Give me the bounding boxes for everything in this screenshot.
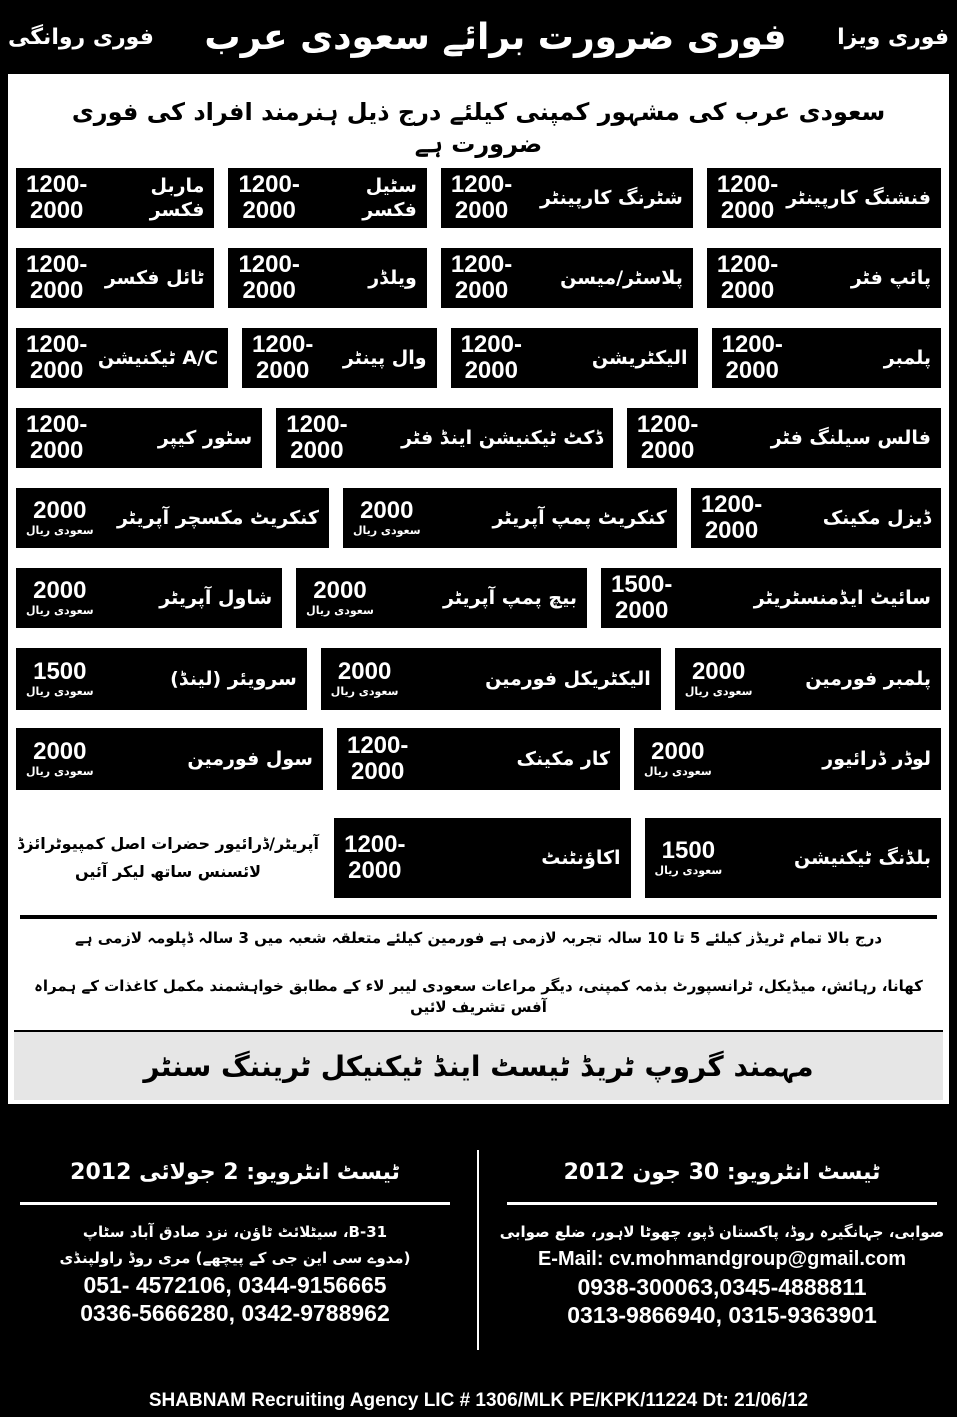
phone-line: 0938-300063,0345-4888811 [577, 1274, 867, 1300]
job-box [16, 248, 214, 308]
currency-label: سعودی ریال [654, 864, 723, 877]
salary: 2000 [720, 197, 775, 224]
salary: 1200- [346, 732, 409, 759]
salary: 2000 [360, 497, 414, 524]
header-left-text: فوری روانگی [8, 24, 154, 50]
benefits-text: کھانا، رہائش، میڈیکل، ٹرانسپورٹ بذمہ کمپنی، دیگر مراعات سعودی لیبر لاء کے مطابق خواہشمند مکمل کاغذات کے ہمراہ آفس تشریف لائیں [34, 977, 923, 1016]
job-title: پلمبر [883, 347, 931, 369]
job-row [16, 818, 941, 898]
salary: 2000 [30, 277, 84, 304]
job-box [16, 328, 228, 388]
group-name-banner [14, 1030, 943, 1100]
salary: 1200- [238, 171, 300, 198]
job-box [691, 488, 941, 548]
address: صوابی، جہانگیرہ روڈ، پاکستان ڈپو، چھوٹا لاہور، ضلع صوابی [499, 1223, 945, 1241]
job-box [296, 568, 587, 628]
salary: 1200- [252, 331, 314, 358]
job-title: ماربل فکسر [149, 175, 205, 221]
job-box [627, 408, 941, 468]
address: (مدوے سی این جی کے پیچھے) مری روڈ راولپنڈی [59, 1249, 411, 1267]
job-box [343, 488, 677, 548]
salary: 1200- [344, 831, 406, 858]
intro-text: سعودی عرب کی مشہور کمپنی کیلئے درج ذیل ہنرمند افراد کی فوری ضرورت ہے [71, 98, 886, 158]
job-box [451, 328, 698, 388]
salary-block [26, 578, 94, 618]
salary: 1200- [26, 331, 88, 358]
salary: 2000 [350, 758, 405, 785]
salary-block [722, 332, 783, 384]
operator-note: آپریٹر/ڈرائیور حضرات اصل کمپیوٹرائزڈ لائسنس ساتھ لیکر آئیں [17, 834, 319, 881]
job-title: فالس سیلنگ فٹر [770, 427, 931, 449]
salary-block [451, 172, 512, 224]
job-row [16, 328, 941, 388]
group-name: مہمند گروپ ٹریڈ ٹیسٹ اینڈ ٹیکنیکل ٹریننگ سنٹر [143, 1049, 814, 1083]
currency-label: سعودی ریال [684, 685, 753, 698]
salary: 1200- [700, 491, 763, 518]
salary: 2000 [640, 437, 695, 464]
job-title: سرویئر (لینڈ) [170, 668, 297, 690]
job-title: فنشنگ کارپینٹر [786, 187, 931, 209]
job-box [334, 818, 630, 898]
salary-block [701, 492, 762, 544]
salary: 2000 [337, 658, 392, 685]
salary: 2000 [30, 357, 84, 384]
salary: 1200- [238, 251, 300, 278]
job-box [645, 818, 941, 898]
job-row [16, 728, 941, 790]
salary-block [717, 252, 778, 304]
salary-block [451, 252, 512, 304]
job-title: ڈیزل مکینک [822, 507, 931, 529]
agency-license: SHABNAM Recruiting Agency LIC # 1306/MLK PE/KPK/11224 Dt: 21/06/12 [148, 1390, 809, 1411]
job-title: A/C ٹیکنیشن [97, 347, 219, 369]
job-box [228, 248, 426, 308]
job-title: شٹرنگ کارپینٹر [540, 187, 683, 209]
job-row [16, 648, 941, 710]
job-title: پائپ فٹر [850, 267, 931, 289]
contact-rawalpindi [0, 1150, 470, 1380]
job-title: شاول آپریٹر [159, 587, 273, 609]
salary: 1200- [26, 171, 88, 198]
address: B-31، سیٹلائٹ ٹاؤن، نزد صادق آباد سٹاپ [82, 1223, 388, 1241]
job-title: ٹائل فکسر [104, 267, 205, 289]
salary: 2000 [30, 437, 84, 464]
salary: 1200- [26, 411, 88, 438]
salary-block [26, 412, 87, 464]
job-title: وال پینٹر [342, 347, 427, 369]
salary-block [347, 733, 408, 785]
salary: 1200- [26, 251, 88, 278]
salary: 1200- [460, 331, 522, 358]
currency-label: سعودی ریال [26, 604, 94, 617]
job-row [16, 488, 941, 548]
salary: 2000 [290, 437, 344, 464]
job-title: سائیٹ ایڈمنسٹریٹر [753, 587, 931, 609]
job-box [634, 728, 941, 790]
job-box [228, 168, 426, 228]
salary: 1200- [716, 251, 779, 278]
salary: 1200- [286, 411, 348, 438]
salary-block [353, 498, 421, 538]
job-row [16, 408, 941, 468]
salary-block [26, 659, 94, 699]
ad-header [0, 0, 957, 74]
salary-block [252, 332, 313, 384]
requirements-text: درج بالا تمام ٹریڈز کیلئے 5 تا 10 سالہ تجربہ لازمی ہے فورمین کیلئے متعلقہ شعبہ میں 3 سالہ ڈپلومہ لازمی ہے [74, 929, 883, 947]
ad-title: فوری ضرورت برائے سعودی عرب [204, 16, 787, 58]
salary: 2000 [691, 658, 746, 685]
job-box [242, 328, 437, 388]
currency-label: سعودی ریال [26, 765, 94, 778]
job-title: بیچ پمپ آپریٹر [442, 587, 577, 609]
job-box [16, 568, 282, 628]
currency-label: سعودی ریال [306, 604, 374, 617]
job-title: لوڈر ڈرائیور [822, 748, 931, 770]
job-title: پلمبر فورمین [805, 668, 931, 690]
salary: 2000 [614, 597, 669, 624]
salary: 2000 [256, 357, 310, 384]
job-box [16, 728, 323, 790]
salary-block [717, 172, 778, 224]
salary: 1200- [450, 251, 513, 278]
job-row [16, 168, 941, 228]
salary: 1500- [610, 571, 673, 598]
job-box [16, 408, 262, 468]
salary: 2000 [33, 738, 87, 765]
salary: 2000 [313, 577, 367, 604]
job-title: بلڈنگ ٹیکنیشن [794, 847, 931, 869]
salary: 2000 [30, 197, 84, 224]
job-box [337, 728, 620, 790]
phone-line: 0313-9866940, 0315-9363901 [567, 1302, 877, 1328]
salary-block [331, 659, 399, 699]
job-row [16, 248, 941, 308]
salary: 2000 [704, 517, 759, 544]
salary: 2000 [720, 277, 775, 304]
salary-block [655, 838, 723, 878]
salary: 2000 [33, 497, 87, 524]
currency-label: سعودی ریال [352, 524, 421, 537]
salary-block [26, 172, 87, 224]
salary-block [26, 252, 87, 304]
job-title: اکاؤنٹنٹ [541, 847, 621, 869]
currency-label: سعودی ریال [26, 685, 94, 698]
salary: 1200- [721, 331, 783, 358]
salary-block [238, 252, 299, 304]
job-title: الیکٹریکل فورمین [485, 668, 651, 690]
job-title: ڈکٹ ٹیکنیشن اینڈ فٹر [401, 427, 603, 449]
salary-block [637, 412, 698, 464]
divider [20, 1202, 450, 1205]
salary-block [238, 172, 299, 224]
salary-block [611, 572, 672, 624]
salary-block [685, 659, 753, 699]
salary-block [306, 578, 374, 618]
salary-block [461, 332, 522, 384]
job-box [712, 328, 941, 388]
job-box [16, 648, 307, 710]
currency-label: سعودی ریال [330, 685, 399, 698]
divider [20, 915, 937, 919]
header-right-text: فوری ویزا [837, 24, 949, 50]
phone-line: 051- 4572106, 0344-9156665 [83, 1272, 387, 1298]
job-box [16, 168, 214, 228]
job-title: سٹور کیپر [157, 427, 253, 449]
salary: 2000 [464, 357, 518, 384]
salary: 2000 [651, 738, 705, 765]
salary: 2000 [454, 197, 509, 224]
interview-date: ٹیسٹ انٹرویو: 30 جون 2012 [563, 1160, 881, 1185]
salary-block [26, 739, 94, 779]
job-title: ویلڈر [368, 267, 417, 289]
salary-block [26, 332, 87, 384]
job-box [321, 648, 661, 710]
job-title: کنکریٹ مکسچر آپریٹر [116, 507, 319, 529]
currency-label: سعودی ریال [644, 765, 712, 778]
salary: 2000 [33, 577, 87, 604]
salary: 2000 [242, 277, 296, 304]
job-title: کار مکینک [516, 748, 611, 770]
divider [507, 1202, 937, 1205]
job-title: سول فورمین [187, 748, 313, 770]
job-title: سٹیل فکسر [362, 175, 417, 221]
job-box [601, 568, 941, 628]
salary: 2000 [348, 857, 402, 884]
salary-block [286, 412, 347, 464]
job-title: پلاسٹر/میسن [560, 267, 683, 289]
salary: 1200- [636, 411, 699, 438]
currency-label: سعودی ریال [26, 524, 94, 537]
salary: 2000 [454, 277, 509, 304]
salary: 1200- [716, 171, 779, 198]
salary: 1500 [661, 837, 716, 864]
interview-date: ٹیسٹ انٹرویو: 2 جولائی 2012 [70, 1160, 400, 1185]
job-box [276, 408, 613, 468]
salary: 1200- [450, 171, 513, 198]
salary: 2000 [242, 197, 296, 224]
job-box [707, 248, 941, 308]
salary-block [644, 739, 712, 779]
column-divider [477, 1150, 479, 1350]
salary: 2000 [725, 357, 779, 384]
job-box [707, 168, 941, 228]
job-box [441, 168, 693, 228]
contact-section [0, 1106, 957, 1417]
job-row [16, 568, 941, 628]
ad-body [8, 74, 949, 1104]
email[interactable]: E-Mail: cv.mohmandgroup@gmail.com [537, 1248, 907, 1270]
job-box [675, 648, 941, 710]
job-box [16, 488, 329, 548]
salary-block [344, 832, 405, 884]
phone-line: 0336-5666280, 0342-9788962 [80, 1300, 390, 1326]
job-title: کنکریٹ پمپ آپریٹر [492, 507, 667, 529]
job-box [441, 248, 693, 308]
salary: 1500 [33, 658, 87, 685]
job-title: الیکٹریشن [591, 347, 688, 369]
contact-swabi [487, 1150, 957, 1380]
salary-block [26, 498, 94, 538]
